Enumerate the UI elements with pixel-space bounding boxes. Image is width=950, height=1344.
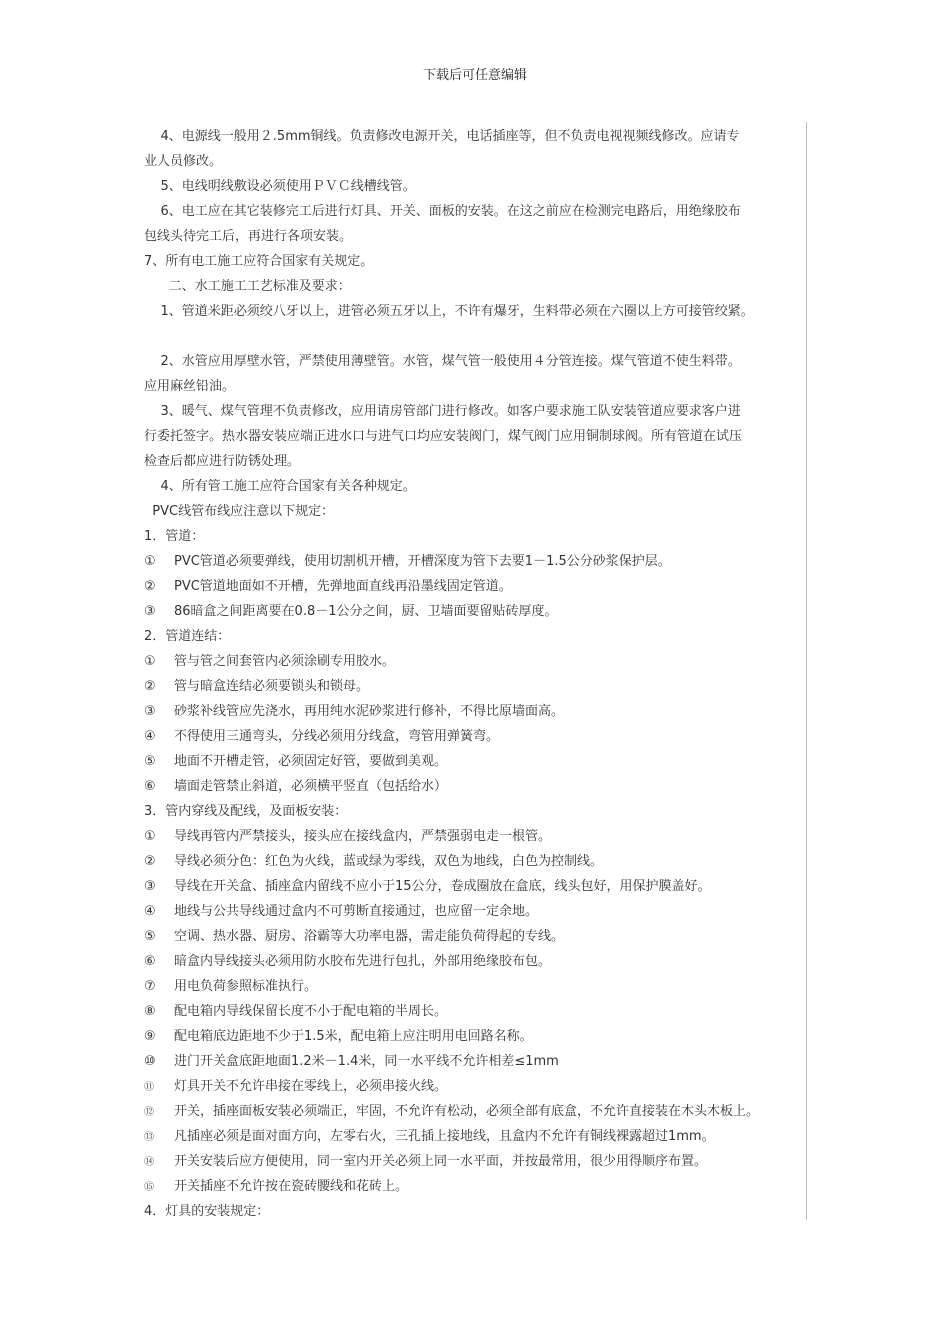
- item-text: 导线在开关盒、插座盒内留线不应小于15公分，卷成圈放在盒底，线头包好，用保护膜盖好。: [174, 879, 711, 894]
- item-text: 开关插座不允许按在瓷砖腰线和花砖上。: [174, 1179, 409, 1194]
- item-text: 墙面走管禁止斜道，必须横平竖直（包括给水）: [174, 779, 448, 794]
- item-marker: ⑧: [144, 1004, 156, 1019]
- item-marker: ⑮: [144, 1182, 154, 1193]
- list-item: [144, 774, 824, 799]
- item-marker: ①: [144, 554, 156, 569]
- item-marker: ③: [144, 879, 156, 894]
- list-item: [144, 1074, 824, 1099]
- text-line: 1．管道：: [144, 529, 205, 544]
- text-line: 4、电源线一般用２.5mm铜线。负责修改电源开关，电话插座等，但不负责电视视频线修改。应请专: [144, 129, 740, 144]
- list-item: [144, 824, 824, 849]
- list-item: [144, 574, 824, 599]
- item-text: 凡插座必须是面对面方向，左零右火，三孔插上接地线，且盒内不允许有铜线裸露超过1mm。: [174, 1129, 715, 1144]
- list-item: [144, 999, 824, 1024]
- list-item: [144, 1149, 824, 1174]
- item-text: 86暗盒之间距离要在0.8－1公分之间，厨、卫墙面要留贴砖厚度。: [174, 604, 558, 619]
- item-marker: ⑤: [144, 929, 156, 944]
- item-text: 开关，插座面板安装必须端正，牢固，不允许有松动，必须全部有底盒，不允许直接装在木头木板上。: [174, 1104, 760, 1119]
- text-line: PVC线管布线应注意以下规定：: [144, 504, 335, 519]
- text-line: 6、电工应在其它装修完工后进行灯具、开关、面板的安装。在这之前应在检测完电路后，用绝缘胶布: [144, 204, 741, 219]
- list-item: [144, 549, 824, 574]
- list-item: [144, 949, 824, 974]
- list-item: [144, 599, 824, 624]
- item-marker: ②: [144, 679, 156, 694]
- item-marker: ②: [144, 579, 156, 594]
- item-text: PVC管道地面如不开槽，先弹地面直线再沿墨线固定管道。: [174, 579, 512, 594]
- text-line: 业人员修改。: [144, 154, 223, 169]
- list-item: [144, 899, 824, 924]
- list-item: [144, 874, 824, 899]
- list-item: [144, 974, 824, 999]
- text-line: 1、管道米距必须绞八牙以上，进管必须五牙以上，不许有爆牙，生料带必须在六圈以上方可接管绞紧。: [144, 304, 754, 319]
- list-item: [144, 749, 824, 774]
- item-marker: ①: [144, 654, 156, 669]
- item-text: PVC管道必须要弹线，使用切割机开槽，开槽深度为管下去要1－1.5公分砂浆保护层。: [174, 554, 671, 569]
- item-marker: ②: [144, 854, 156, 869]
- list-item: [144, 1099, 824, 1124]
- paragraph-section: [144, 124, 824, 549]
- item-text: 开关安装后应方便使用，同一室内开关必须上同一水平面，并按最常用，很少用得顺序布置。: [174, 1154, 708, 1169]
- list-item: [144, 924, 824, 949]
- item-text: 配电箱底边距地不少于1.5米，配电箱上应注明用电回路名称。: [174, 1029, 533, 1044]
- page-header: 下载后可任意编辑: [422, 68, 527, 83]
- item-text: 灯具开关不允许串接在零线上，必须串接火线。: [174, 1079, 448, 1094]
- text-line: 2、水管应用厚壁水管，严禁使用薄壁管。水管，煤气管一般使用４分管连接。煤气管道不使生料带。: [144, 354, 741, 369]
- text-line: 应用麻丝铅油。: [144, 379, 236, 394]
- list-item: [144, 724, 824, 749]
- item-marker: ③: [144, 604, 156, 619]
- list-item: [144, 699, 824, 724]
- item-marker: ⑤: [144, 754, 156, 769]
- item-text: 配电箱内导线保留长度不小于配电箱的半周长。: [174, 1004, 448, 1019]
- item-text: 空调、热水器、厨房、浴霸等大功率电器，需走能负荷得起的专线。: [174, 929, 565, 944]
- list-item: [144, 1174, 824, 1199]
- text-line: 3、暖气、煤气管理不负责修改，应用请房管部门进行修改。如客户要求施工队安装管道应要求客户进: [144, 404, 741, 419]
- section-heading: 2．管道连结：: [144, 629, 231, 644]
- item-text: 进门开关盒底距地面1.2米－1.4米，同一水平线不允许相差≤1mm: [174, 1054, 559, 1069]
- item-marker: ③: [144, 704, 156, 719]
- item-text: 管与管之间套管内必须涂刷专用胶水。: [174, 654, 396, 669]
- list-item: [144, 1024, 824, 1049]
- text-line: 行委托签字。热水器安装应端正进水口与进气口均应安装阀门，煤气阀门应用铜制球阀。所有管道在试压: [144, 429, 743, 444]
- text-line: 5、电线明线敷设必须使用ＰＶＣ线槽线管。: [144, 179, 416, 194]
- item-marker: ⑥: [144, 779, 156, 794]
- list-item: [144, 1124, 824, 1149]
- text-line: 二、水工施工工艺标准及要求：: [144, 279, 351, 294]
- list-item: [144, 649, 824, 674]
- item-text: 导线再管内严禁接头，接头应在接线盒内，严禁强弱电走一根管。: [174, 829, 552, 844]
- item-text: 导线必须分色：红色为火线，蓝或绿为零线，双色为地线，白色为控制线。: [174, 854, 604, 869]
- item-marker: ⑬: [144, 1132, 154, 1143]
- item-text: 砂浆补线管应先浇水，再用纯水泥砂浆进行修补，不得比原墙面高。: [174, 704, 565, 719]
- item-text: 不得使用三通弯头，分线必须用分线盒，弯管用弹簧弯。: [174, 729, 500, 744]
- section-heading: 4．灯具的安装规定：: [144, 1204, 270, 1219]
- item-marker: ⑪: [144, 1082, 154, 1093]
- list-item: [144, 1049, 824, 1074]
- item-text: 用电负荷参照标准执行。: [174, 979, 318, 994]
- item-marker: ⑦: [144, 979, 156, 994]
- item-marker: ⑩: [144, 1054, 156, 1069]
- item-text: 地线与公共导线通过盒内不可剪断直接通过，也应留一定余地。: [174, 904, 539, 919]
- blank-line: [144, 324, 824, 349]
- item-marker: ⑫: [144, 1107, 154, 1118]
- item-text: 暗盒内导线接头必须用防水胶布先进行包扎，外部用绝缘胶布包。: [174, 954, 552, 969]
- item-text: 管与暗盒连结必须要锁头和锁母。: [174, 679, 370, 694]
- list-item: [144, 849, 824, 874]
- item-marker: ⑭: [144, 1157, 154, 1168]
- list-item: [144, 674, 824, 699]
- item-marker: ①: [144, 829, 156, 844]
- item-marker: ⑥: [144, 954, 156, 969]
- text-line: 检查后都应进行防锈处理。: [144, 454, 301, 469]
- text-line: 7、所有电工施工应符合国家有关规定。: [144, 254, 374, 269]
- text-line: 4、所有管工施工应符合国家有关各种规定。: [144, 479, 416, 494]
- item-marker: ④: [144, 729, 156, 744]
- item-marker: ④: [144, 904, 156, 919]
- section-heading: 3．管内穿线及配线，及面板安装：: [144, 804, 348, 819]
- item-marker: ⑨: [144, 1029, 156, 1044]
- text-line: 包线头待完工后，再进行各项安装。: [144, 229, 353, 244]
- document-body: [144, 124, 824, 1224]
- item-list-section: [144, 549, 824, 1224]
- item-text: 地面不开槽走管，必须固定好管，要做到美观。: [174, 754, 448, 769]
